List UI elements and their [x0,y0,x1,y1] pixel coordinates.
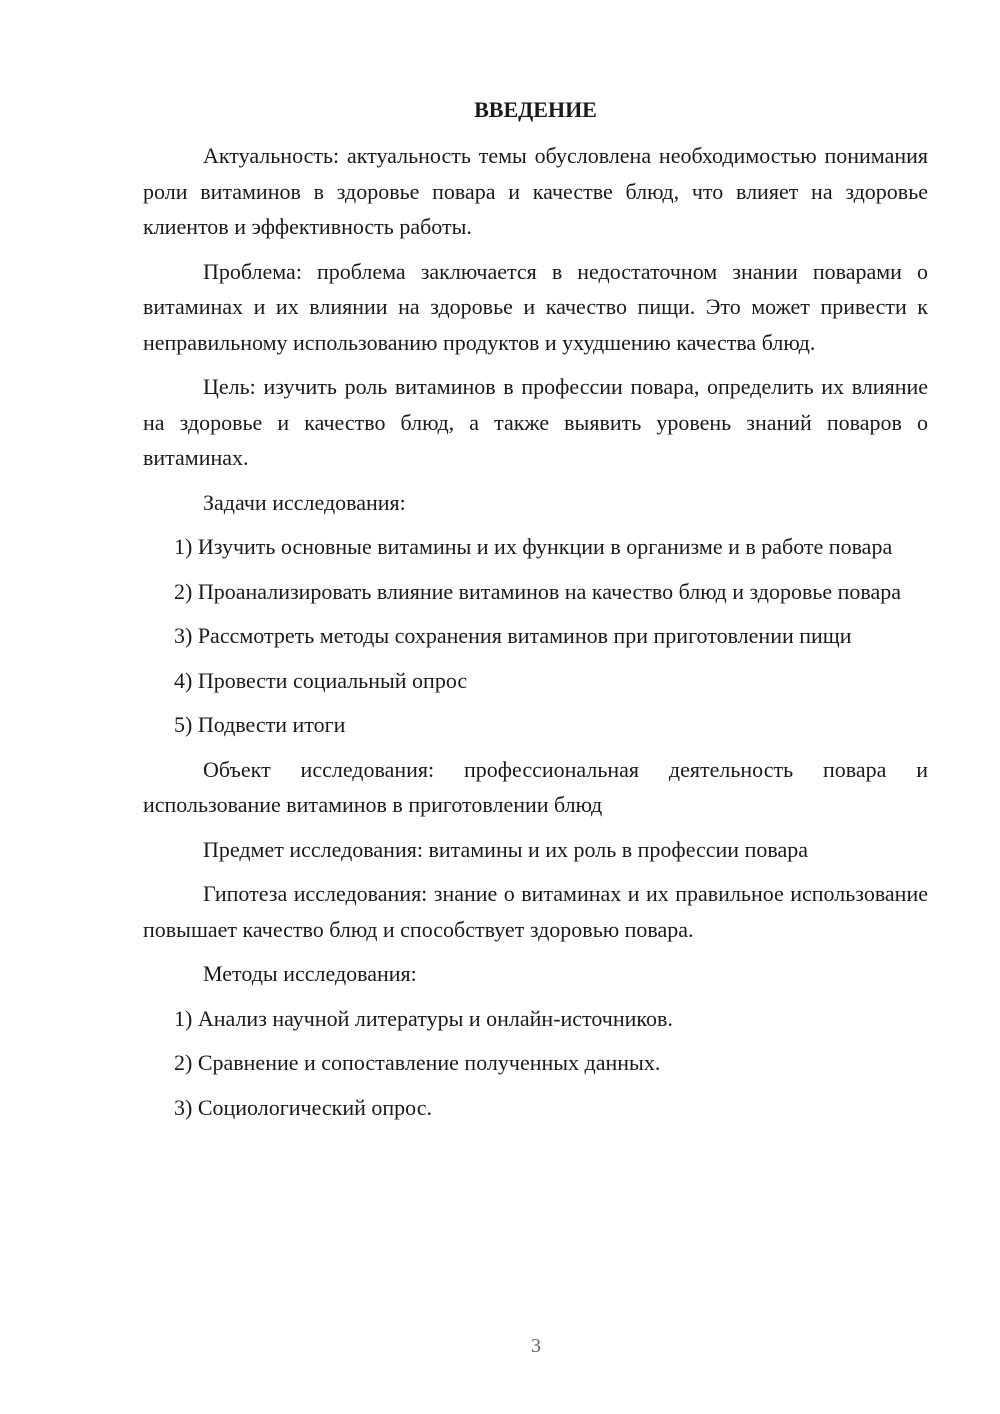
page-number: 3 [531,1335,541,1357]
subject-paragraph: Предмет исследования: витамины и их роль в профессии повара [203,836,808,862]
method-item-2: 2) Сравнение и сопоставление полученных данных. [174,1050,661,1075]
problem-paragraph: Проблема: проблема заключается в недостаточном знании поварами о витаминах и их влиянии на здоровье и качество пищи. Это может привести к неправильному использованию продуктов и ухудшению качества блюд. [143,258,928,355]
method-item-1: 1) Анализ научной литературы и онлайн-источников. [174,1005,673,1031]
task-item-5: 5) Подвести итоги [174,712,346,737]
document-page [143,92,928,1134]
methods-heading: Методы исследования: [203,961,417,986]
method-item-3: 3) Социологический опрос. [174,1094,432,1120]
relevance-paragraph: Актуальность: актуальность темы обусловлена необходимостью понимания роли витаминов в здоровье повара и качестве блюд, что влияет на здоровье клиентов и эффективность работы. [143,143,928,239]
task-item-2: 2) Проанализировать влияние витаминов на качество блюд и здоровье повара [174,578,902,604]
document-title: ВВЕДЕНИЕ [474,97,597,122]
hypothesis-paragraph: Гипотеза исследования: знание о витаминах и их правильное использование повышает качество блюд и способствует здоровью повара. [143,881,928,942]
task-item-4: 4) Провести социальный опрос [174,667,468,693]
object-paragraph: Объект исследования: профессиональная деятельность повара и использование витаминов в приготовлении блюд [143,756,928,817]
task-item-1: 1) Изучить основные витамины и их функции в организме и в работе повара [174,534,893,559]
task-item-3: 3) Рассмотреть методы сохранения витаминов при приготовлении пищи [174,623,852,648]
goal-paragraph: Цель: изучить роль витаминов в профессии повара, определить их влияние на здоровье и качество блюд, а также выявить уровень знаний поваров о витаминах. [143,374,928,470]
tasks-heading: Задачи исследования: [203,489,406,515]
